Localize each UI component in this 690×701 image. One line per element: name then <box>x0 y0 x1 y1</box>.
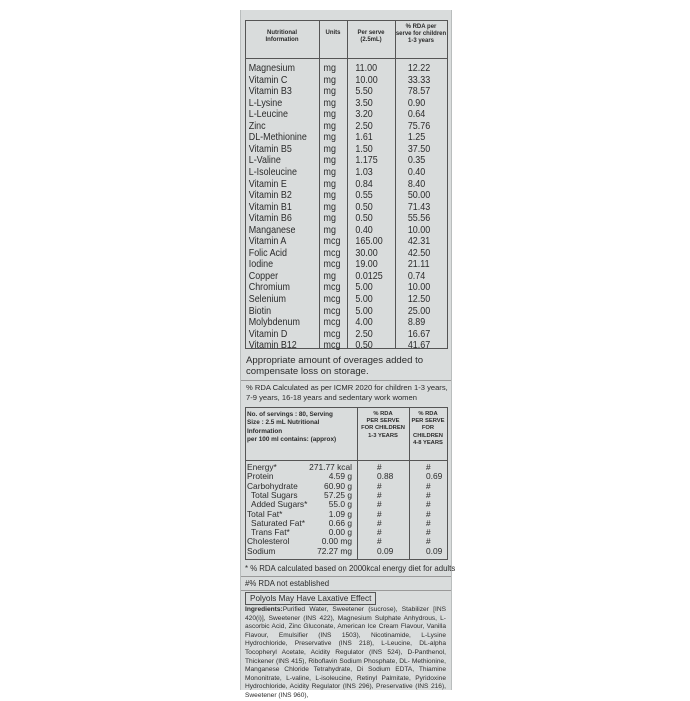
header-text: 4-8 YEARS <box>413 439 443 446</box>
nutrient-name: Vitamin B6 <box>248 213 292 225</box>
nutrient-row <box>241 166 426 179</box>
nutrient-per-serve: 5.00 <box>355 294 373 305</box>
nutrient-per-serve: 2.50 <box>355 120 373 132</box>
nutrient-value: 60.90 g <box>324 480 352 491</box>
nutrient-unit: mcg <box>323 317 341 329</box>
nutrient-value: 1.09 g <box>328 508 352 519</box>
note-line: 7-9 years, 16-18 years and sedentary work women <box>246 393 417 402</box>
nutrient-rda: 0.90 <box>407 97 426 109</box>
nutrient-rda: 8.89 <box>407 317 426 329</box>
nutrient-unit: mcg <box>323 328 341 340</box>
header-text: serve for children <box>395 31 447 37</box>
rda-calculation-note <box>246 383 448 403</box>
header-text: per 100 ml contains: (approx) <box>247 436 337 444</box>
nutrient-name: Added Sugars* <box>251 499 308 510</box>
nutrient-value: 0.66 g <box>328 517 352 528</box>
nutrient-per-serve: 4.00 <box>355 317 373 329</box>
energy-footnote: * % RDA calculated based on 2000kcal energy diet for adults <box>245 564 456 573</box>
header-nutritional-information <box>245 30 319 44</box>
rda-1-3-years: # <box>377 499 382 510</box>
nutrient-name: Zinc <box>248 120 266 132</box>
nutrient-per-serve: 0.50 <box>355 201 373 213</box>
nutrient-rda: 12.50 <box>407 294 431 305</box>
header-text: PER SERVE <box>411 418 445 425</box>
nutrient-name: L-Lysine <box>248 97 283 109</box>
rda-4-8-years: # <box>426 536 431 547</box>
nutrient-name: Chromium <box>248 282 290 294</box>
nutrient-per-serve: 11.00 <box>355 63 378 74</box>
nutrient-unit: mg <box>323 63 336 74</box>
nutrient-name: DL-Methionine <box>248 132 307 144</box>
rda-4-8-years: 0.09 <box>426 545 443 556</box>
header-text: % RDA per <box>405 24 437 30</box>
header-per-serve <box>347 30 395 44</box>
nutrient-rda: 10.00 <box>407 224 431 236</box>
nutrient-rda: 55.56 <box>407 213 431 225</box>
rda-4-8-years: # <box>426 517 431 528</box>
nutrient-unit: mg <box>323 109 336 121</box>
divider <box>241 590 451 591</box>
nutrient-per-serve: 2.50 <box>355 328 373 340</box>
nutrient-name: Vitamin B5 <box>248 143 292 155</box>
servings-header <box>247 411 355 445</box>
nutrient-rda: 33.33 <box>407 74 431 86</box>
nutrient-per-serve: 1.175 <box>355 155 378 167</box>
nutrient-unit: mg <box>323 86 336 98</box>
nutrient-rda: 75.76 <box>407 120 431 132</box>
nutrient-name: Vitamin B2 <box>248 190 292 202</box>
rda-4-8-years: # <box>426 499 431 510</box>
nutrient-unit: mg <box>323 224 336 236</box>
divider <box>241 576 451 577</box>
table-header-divider <box>245 460 447 461</box>
nutrient-name: Folic Acid <box>248 247 287 259</box>
nutrient-name: Vitamin D <box>248 328 288 340</box>
nutrient-row <box>241 143 431 156</box>
nutrient-name: Copper <box>248 270 279 282</box>
nutrient-row <box>241 340 431 352</box>
header-text: FOR CHILDREN <box>361 425 405 432</box>
nutrition-label-panel <box>240 10 456 699</box>
nutrient-unit: mg <box>323 143 336 155</box>
rda-1-3-years: 0.09 <box>377 545 394 556</box>
nutrient-rda: 42.31 <box>407 236 431 248</box>
header-text: PER SERVE <box>366 418 400 425</box>
header-text: % RDA <box>418 411 438 417</box>
header-text: (2.5mL) <box>360 37 382 43</box>
header-text: Nutritional <box>267 30 297 36</box>
rda-1-3-years: # <box>377 517 382 528</box>
rda-not-established-footnote: #% RDA not established <box>245 579 330 588</box>
rda-4-8-years: # <box>426 489 431 500</box>
nutrient-per-serve: 10.00 <box>355 74 378 86</box>
nutrient-unit: mg <box>323 190 336 202</box>
nutrient-name: Energy* <box>247 462 277 472</box>
nutrient-value: 271.77 kcal <box>309 462 352 472</box>
nutrient-per-serve: 0.50 <box>355 213 373 225</box>
divider <box>241 380 451 381</box>
nutrient-value: 55.0 g <box>328 499 352 510</box>
nutrient-row <box>241 317 426 329</box>
nutrient-per-serve: 0.55 <box>355 190 373 202</box>
nutrient-name: Carbohydrate <box>247 480 298 491</box>
nutrient-value: 4.59 g <box>328 471 352 482</box>
table-bottom-border <box>245 559 447 560</box>
nutrient-unit: mg <box>323 74 336 86</box>
table-top-border <box>245 20 447 21</box>
header-rda-4-8-years <box>409 411 447 447</box>
rda-4-8-years: 0.69 <box>426 471 443 482</box>
nutrient-per-serve: 0.0125 <box>355 270 383 282</box>
nutrient-per-serve: 1.61 <box>355 132 373 144</box>
nutrient-unit: mg <box>323 213 336 225</box>
nutrient-rda: 10.00 <box>407 282 431 294</box>
nutrient-rda: 37.50 <box>407 143 431 155</box>
nutrition-info-row <box>241 547 451 556</box>
nutrient-name: Vitamin A <box>248 236 287 248</box>
rda-1-3-years: # <box>377 480 382 491</box>
nutrient-per-serve: 3.20 <box>355 109 373 121</box>
nutrient-per-serve: 5.00 <box>355 282 373 294</box>
nutrient-row <box>241 178 426 191</box>
nutrient-rda: 0.35 <box>407 155 426 167</box>
nutrient-row <box>241 305 431 318</box>
nutrient-per-serve: 1.03 <box>355 166 373 178</box>
nutrient-per-serve: 30.00 <box>355 247 378 259</box>
rda-1-3-years: 0.88 <box>377 471 394 482</box>
nutrient-unit: mcg <box>323 247 341 259</box>
nutrient-row <box>241 328 431 341</box>
nutrient-name: Saturated Fat* <box>251 517 306 528</box>
nutrient-name: Total Fat* <box>247 508 283 519</box>
rda-1-3-years: # <box>377 536 382 547</box>
nutrient-name: Vitamin E <box>248 178 287 190</box>
nutrient-per-serve: 5.50 <box>355 86 373 98</box>
header-text: Information <box>265 37 299 43</box>
nutrient-rda: 0.40 <box>407 166 426 178</box>
nutrient-unit: mg <box>323 132 336 144</box>
header-text: 1-3 YEARS <box>368 432 398 439</box>
nutrient-row <box>241 155 426 167</box>
rda-4-8-years: # <box>426 462 431 472</box>
nutrient-name: Sodium <box>247 545 276 556</box>
nutrient-name: L-Leucine <box>248 109 288 121</box>
nutrient-name: Selenium <box>248 294 287 305</box>
polyols-warning: Polyols May Have Laxative Effect <box>245 592 376 605</box>
nutrient-name: L-Valine <box>248 155 281 167</box>
note-line: compensate loss on storage. <box>246 366 369 377</box>
ingredients-text: Purified Water, Sweetener (sucrose), Stabilizer [INS 420(i)], Sweetener (INS 422), Magnesium Sulphate Anhydrous, L-ascorbic Acid, Zinc Gluconate, American Ice Cream Flavour, Vanilla Flavour, Emulsifier (INS 1503), Nicotinamide, L-Lysine Hydrochloride, Preservative (INS 218), L-Leucine, DL-alpha Tocopheryl Acetate, Acidity Regulator (INS 524), D-Panthenol, Thickener (INS 415), Riboflavin Sodium Phosphate, DL- Methionine, Manganese Chloride Tetrahydrate, Di Sodium EDTA, Thiamine Mononitrate, L-valine, L-isoleucine, Retinyl Palmitate, Pyridoxine Hydrochloride, Acidity Regulator (INS 296), Preservative (INS 216), Sweetener (INS 960), <box>245 606 446 699</box>
rda-4-8-years: # <box>426 508 431 519</box>
nutrient-unit: mcg <box>323 282 341 294</box>
nutrient-name: Trans Fat* <box>251 527 290 538</box>
nutrient-name: Vitamin B3 <box>248 86 292 98</box>
header-rda-1-3-years <box>357 411 409 440</box>
nutrient-unit: mg <box>323 166 336 178</box>
header-text: Size : 2.5 mL Nutritional Information <box>247 419 320 435</box>
nutrient-row <box>241 74 431 87</box>
nutrient-value: 57.25 g <box>324 489 352 500</box>
nutrient-unit: mg <box>323 270 336 282</box>
header-rda <box>395 24 447 45</box>
nutrient-unit: mg <box>323 178 336 190</box>
nutrient-per-serve: 0.50 <box>355 340 373 352</box>
nutrient-unit: mg <box>323 97 336 109</box>
nutrient-unit: mcg <box>323 259 341 271</box>
nutrient-row <box>241 201 431 214</box>
rda-1-3-years: # <box>377 527 382 538</box>
rda-1-3-years: # <box>377 508 382 519</box>
nutrient-row <box>241 63 431 75</box>
header-text: FOR CHILDREN <box>413 425 443 439</box>
header-text: % RDA <box>373 411 393 417</box>
nutrient-row <box>241 294 431 306</box>
nutrient-row <box>241 224 431 237</box>
nutrient-name: Total Sugars <box>251 489 298 500</box>
nutrient-unit: mcg <box>323 294 341 305</box>
nutrient-row <box>241 236 431 248</box>
nutrient-unit: mg <box>323 155 336 167</box>
rda-1-3-years: # <box>377 462 382 472</box>
nutrient-rda: 12.22 <box>407 63 431 74</box>
nutrient-name: Vitamin C <box>248 74 288 86</box>
nutrient-row <box>241 247 431 260</box>
header-units: Units <box>325 30 341 36</box>
nutrient-per-serve: 19.00 <box>355 259 378 271</box>
nutrient-per-serve: 5.00 <box>355 305 373 317</box>
nutrient-value: 0.00 g <box>328 527 352 538</box>
nutrient-row <box>241 270 426 283</box>
nutrient-unit: mcg <box>323 305 341 317</box>
nutrient-row <box>241 109 426 121</box>
nutrient-rda: 42.50 <box>407 247 431 259</box>
header-text: Per serve <box>357 30 385 36</box>
nutrient-row <box>241 259 430 271</box>
nutrient-name: Manganese <box>248 224 296 236</box>
nutrient-rda: 41.67 <box>407 340 431 352</box>
nutrient-unit: mg <box>323 201 336 213</box>
nutrient-name: Protein <box>247 471 274 482</box>
nutrient-rda: 71.43 <box>407 201 431 213</box>
ingredients-label: Ingredients: <box>245 606 283 613</box>
note-line: Appropriate amount of overages added to <box>246 355 424 366</box>
ingredients-paragraph <box>245 606 446 701</box>
rda-4-8-years: # <box>426 480 431 491</box>
nutrient-rda: 50.00 <box>407 190 431 202</box>
nutrient-per-serve: 3.50 <box>355 97 373 109</box>
nutrient-rda: 21.11 <box>407 259 430 271</box>
nutrient-name: Vitamin B1 <box>248 201 292 213</box>
nutrient-name: Iodine <box>248 259 274 271</box>
nutrient-row <box>241 97 426 110</box>
overages-note <box>246 355 423 377</box>
nutrient-value: 72.27 mg <box>317 545 352 556</box>
rda-1-3-years: # <box>377 489 382 500</box>
nutrient-name: Biotin <box>248 305 272 317</box>
nutrient-row <box>241 213 431 225</box>
nutrient-value: 0.00 mg <box>321 536 352 547</box>
nutrient-per-serve: 165.00 <box>355 236 383 248</box>
nutrient-row <box>241 282 431 294</box>
nutrient-per-serve: 1.50 <box>355 143 373 155</box>
nutrient-rda: 1.25 <box>407 132 426 144</box>
nutrition-info-row <box>241 500 451 509</box>
nutrient-rda: 0.74 <box>407 270 426 282</box>
nutrient-name: Vitamin B12 <box>248 340 297 352</box>
nutrient-unit: mcg <box>323 236 341 248</box>
nutrient-rda: 25.00 <box>407 305 431 317</box>
nutrient-row <box>241 190 431 202</box>
nutrient-per-serve: 0.84 <box>355 178 373 190</box>
note-line: % RDA Calculated as per ICMR 2020 for children 1-3 years, <box>246 383 448 392</box>
header-text: No. of servings : 80, Serving <box>247 411 333 418</box>
nutrient-name: Magnesium <box>248 63 295 74</box>
nutrient-row <box>241 132 426 144</box>
nutrient-row <box>241 86 431 98</box>
table-right-border <box>447 20 448 349</box>
nutrient-row <box>241 120 431 133</box>
nutrient-name: Cholesterol <box>247 536 290 547</box>
rda-4-8-years: # <box>426 527 431 538</box>
table-top-border <box>245 407 447 408</box>
header-text: 1-3 years <box>407 38 435 44</box>
nutrient-unit: mcg <box>323 340 341 352</box>
nutrient-name: L-Isoleucine <box>248 166 297 178</box>
nutrient-rda: 78.57 <box>407 86 431 98</box>
nutrient-unit: mg <box>323 120 336 132</box>
table-header-divider <box>245 58 447 59</box>
nutrient-per-serve: 0.40 <box>355 224 373 236</box>
nutrient-rda: 8.40 <box>407 178 426 190</box>
nutrient-name: Molybdenum <box>248 317 300 329</box>
nutrient-rda: 0.64 <box>407 109 426 121</box>
nutrient-rda: 16.67 <box>407 328 431 340</box>
